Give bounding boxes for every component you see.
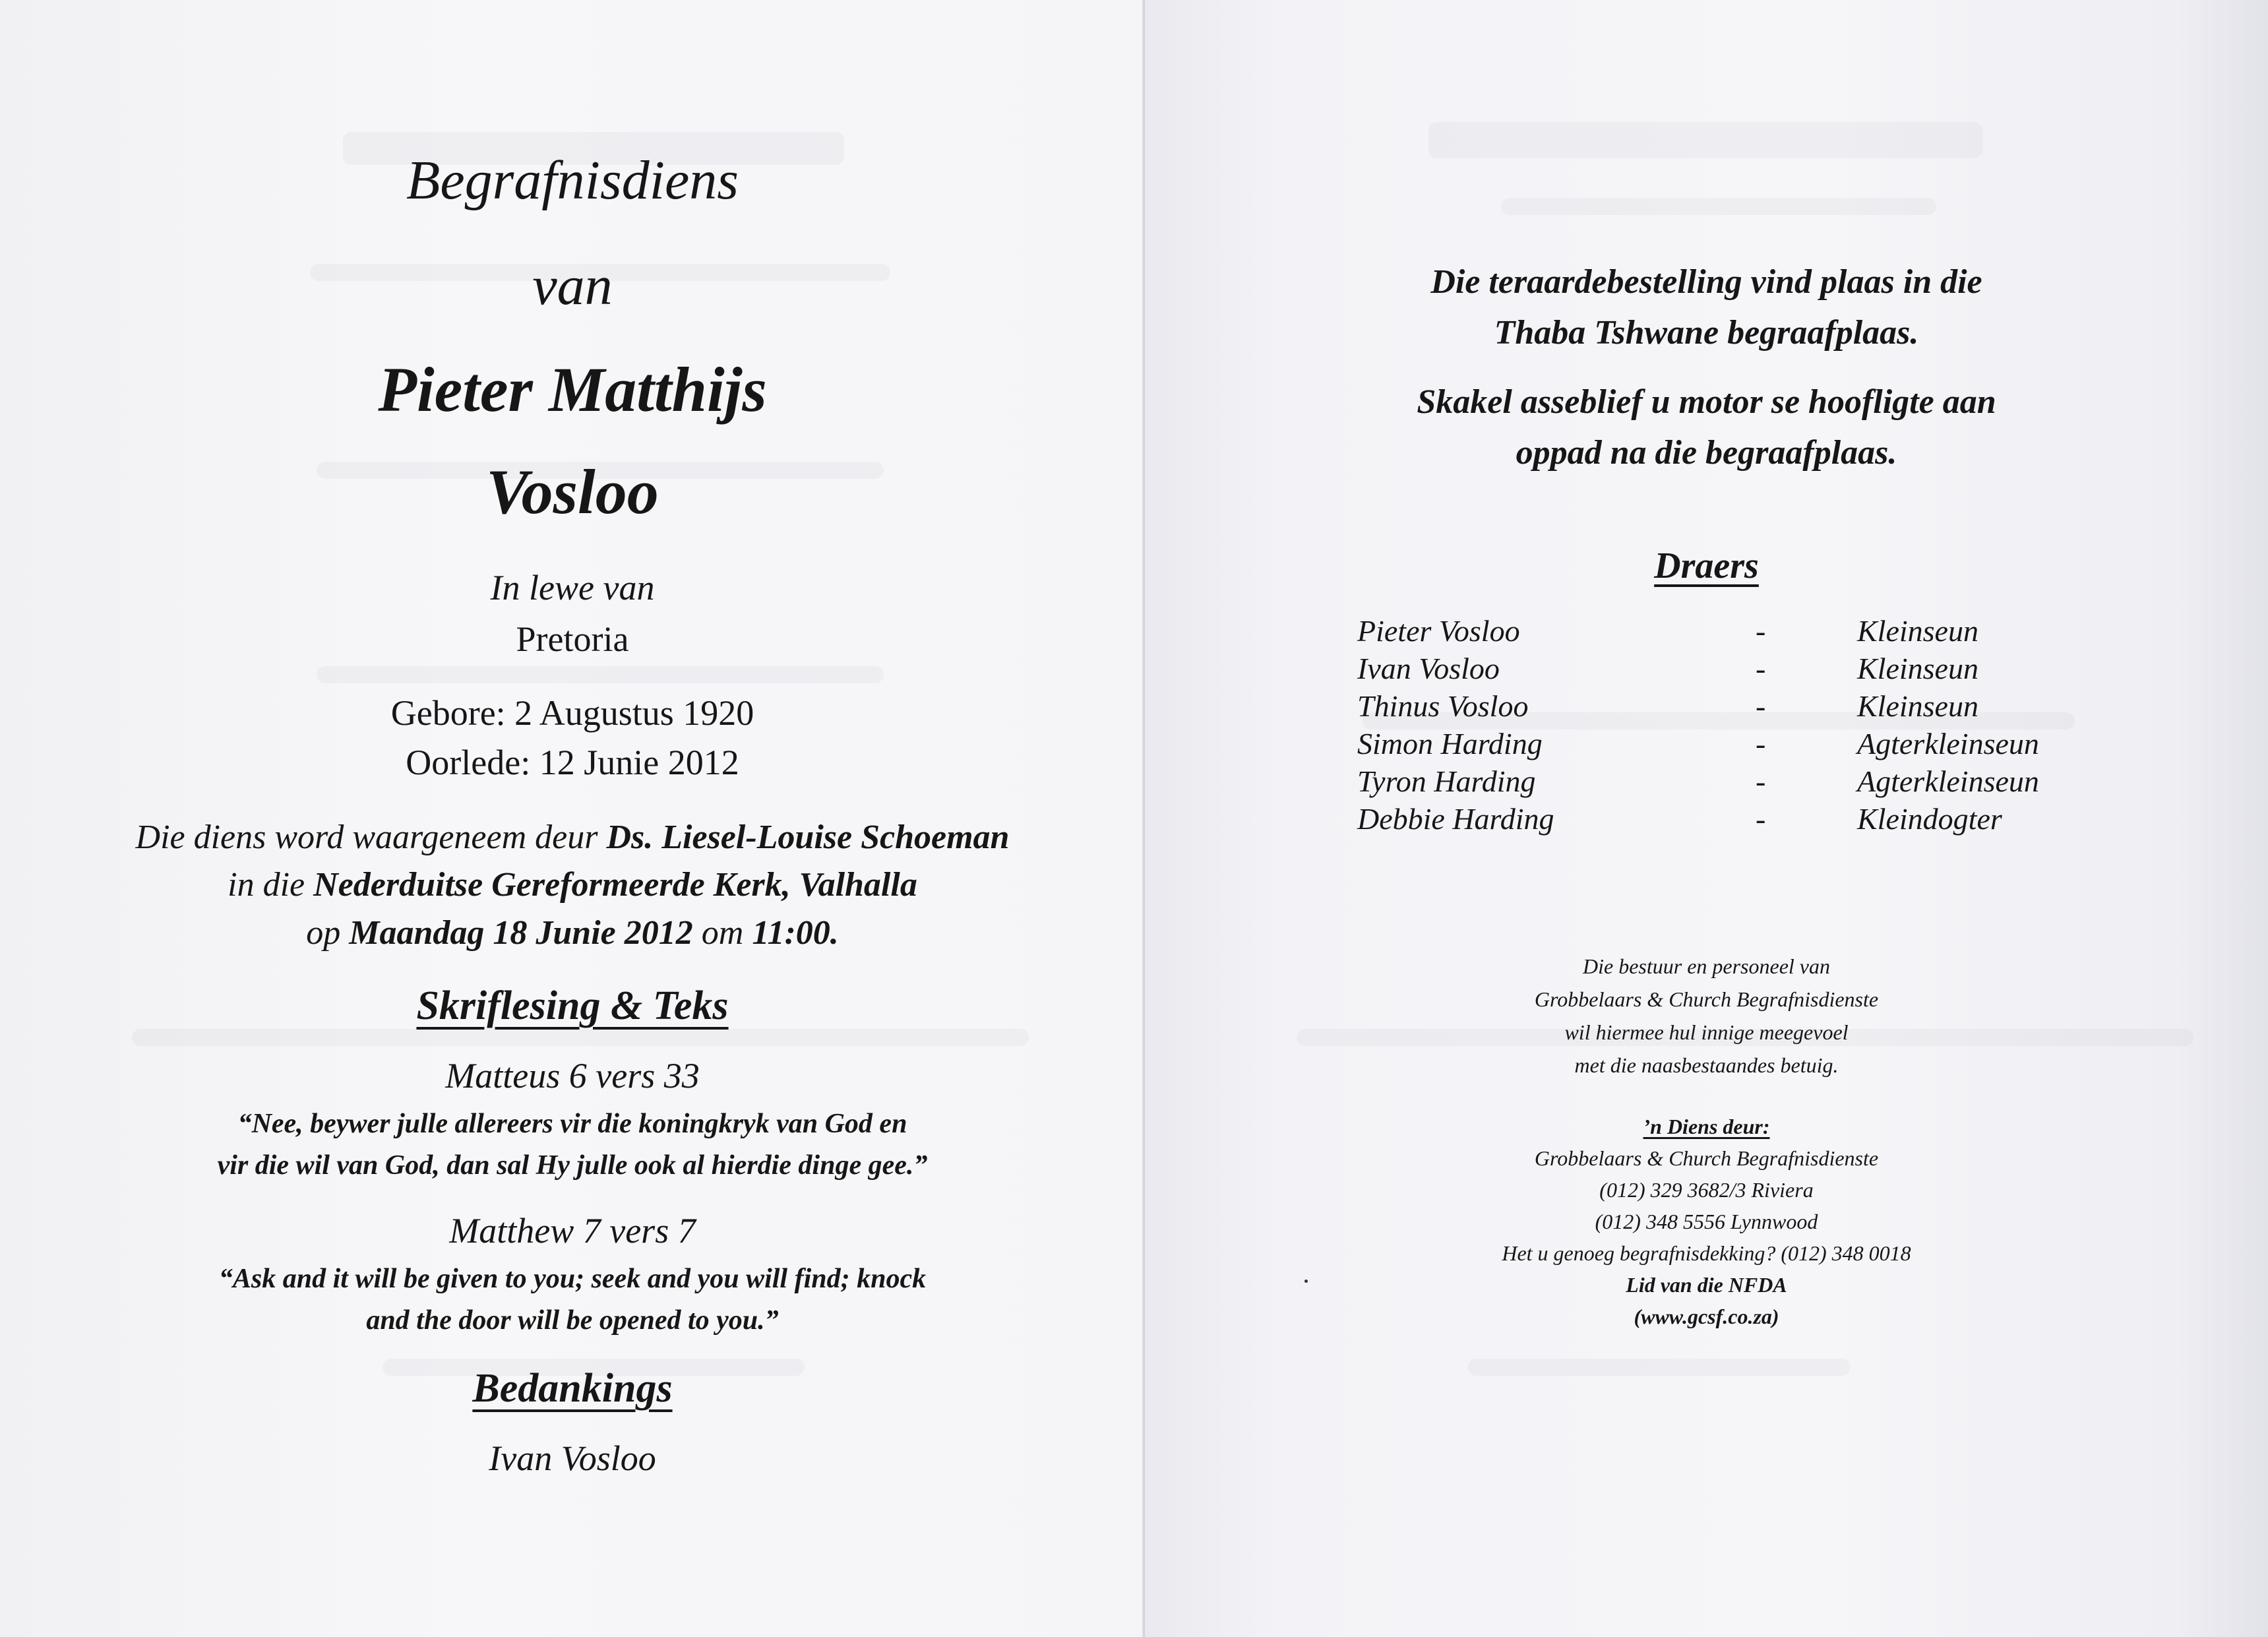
service-date: Maandag 18 Junie 2012 [349, 914, 693, 952]
show-through-mark [1501, 198, 1936, 215]
condolence-line-4: met die naasbestaandes betuig. [1574, 1053, 1839, 1077]
print-speck [1304, 1280, 1308, 1283]
bearer-name: Simon Harding [1357, 727, 1543, 760]
cover-question: Het u genoeg begrafnisdekking? (012) 348 0018 [1502, 1241, 1911, 1265]
bearer-separator: - [1756, 689, 1766, 723]
phone-lynnwood: (012) 348 5556 Lynnwood [1595, 1210, 1818, 1233]
bearer-relation: Kleinseun [1857, 689, 1978, 723]
bearer-row [1145, 689, 2268, 727]
bearer-name: Debbie Harding [1357, 802, 1554, 836]
nfda-membership: Lid van die NFDA [1626, 1273, 1787, 1297]
reading-1-reference: Matteus 6 vers 33 [445, 1056, 700, 1096]
service-text: in die [228, 866, 314, 904]
bearer-name: Ivan Vosloo [1357, 652, 1500, 685]
bearers-heading: Draers [1654, 545, 1759, 586]
burial-notice-line-2: Thaba Tshwane begraafplaas. [1494, 314, 1919, 352]
show-through-mark [1428, 122, 1982, 158]
bearer-separator: - [1756, 614, 1766, 648]
place-of-residence: Pretoria [516, 619, 629, 659]
bearer-name: Thinus Vosloo [1357, 689, 1529, 723]
service-text: op [306, 914, 350, 952]
reading-2-text-line-1: “Ask and it will be given to you; seek and you will find; knock [218, 1264, 927, 1294]
service-title: Begrafnisdiens [406, 150, 739, 211]
bearer-separator: - [1756, 727, 1766, 760]
death-date: Oorlede: 12 Junie 2012 [406, 743, 739, 782]
bearer-separator: - [1756, 652, 1766, 685]
bearer-relation: Agterkleinseun [1857, 727, 2039, 760]
right-page [1145, 0, 2268, 1637]
bearer-row [1145, 651, 2268, 689]
birth-date: Gebore: 2 Augustus 1920 [390, 693, 754, 733]
bearer-separator: - [1756, 802, 1766, 836]
headlights-notice-line-2: oppad na die begraafplaas. [1516, 434, 1897, 472]
show-through-mark [132, 1029, 1029, 1046]
condolence-line-3: wil hiermee hul innige meegevoel [1564, 1020, 1849, 1044]
service-text: Die diens word waargeneem deur [135, 818, 607, 856]
officiant-name: Ds. Liesel-Louise Schoeman [606, 818, 1010, 856]
service-time: 11:00. [752, 914, 839, 952]
bearer-row [1145, 613, 2268, 652]
scripture-heading: Skriflesing & Teks [416, 983, 729, 1028]
in-lewe-van-label: In lewe van [490, 568, 655, 607]
thanks-heading: Bedankings [472, 1366, 673, 1411]
burial-notice-line-1: Die teraardebestelling vind plaas in die [1430, 263, 1982, 301]
headlights-notice-line-1: Skakel asseblief u motor se hoofligte aan [1417, 383, 1996, 421]
reading-1-text-line-1: “Nee, beywer julle allereers vir die koningkryk van God en [237, 1109, 907, 1139]
deceased-surname: Vosloo [486, 456, 659, 527]
service-church-line [0, 865, 1145, 904]
condolence-line-1: Die bestuur en personeel van [1582, 954, 1830, 978]
thanks-name: Ivan Vosloo [489, 1438, 656, 1478]
bearer-relation: Kleinseun [1857, 614, 1978, 648]
van-label: van [532, 255, 613, 317]
bearer-relation: Agterkleinseun [1857, 764, 2039, 798]
show-through-mark [317, 666, 884, 683]
bearer-separator: - [1756, 764, 1766, 798]
phone-riviera: (012) 329 3682/3 Riviera [1599, 1178, 1814, 1202]
bearer-relation: Kleindogter [1857, 802, 2002, 836]
bearer-name: Pieter Vosloo [1357, 614, 1520, 648]
bearer-row [1145, 764, 2268, 802]
bearer-row [1145, 801, 2268, 840]
deceased-first-names: Pieter Matthijs [378, 354, 767, 425]
funeral-home-name: Grobbelaars & Church Begrafnisdienste [1534, 1146, 1879, 1170]
reading-1-text-line-2: vir die wil van God, dan sal Hy julle ook al hierdie dinge gee.” [217, 1150, 928, 1181]
reading-2-text-line-2: and the door will be opened to you.” [366, 1305, 779, 1336]
church-name: Nederduitse Gereformeerde Kerk, Valhalla [313, 866, 917, 904]
show-through-mark [1468, 1359, 1851, 1376]
bearer-name: Tyron Harding [1357, 764, 1536, 798]
bearer-relation: Kleinseun [1857, 652, 1978, 685]
service-date-line [0, 913, 1145, 952]
reading-2-reference: Matthew 7 vers 7 [449, 1211, 696, 1251]
condolence-line-2: Grobbelaars & Church Begrafnisdienste [1534, 987, 1879, 1011]
service-officiant-line [0, 818, 1145, 857]
service-by-heading: ’n Diens deur: [1643, 1115, 1770, 1138]
bearer-row [1145, 726, 2268, 764]
website: (www.gcsf.co.za) [1634, 1305, 1779, 1328]
service-text: om [692, 914, 752, 952]
